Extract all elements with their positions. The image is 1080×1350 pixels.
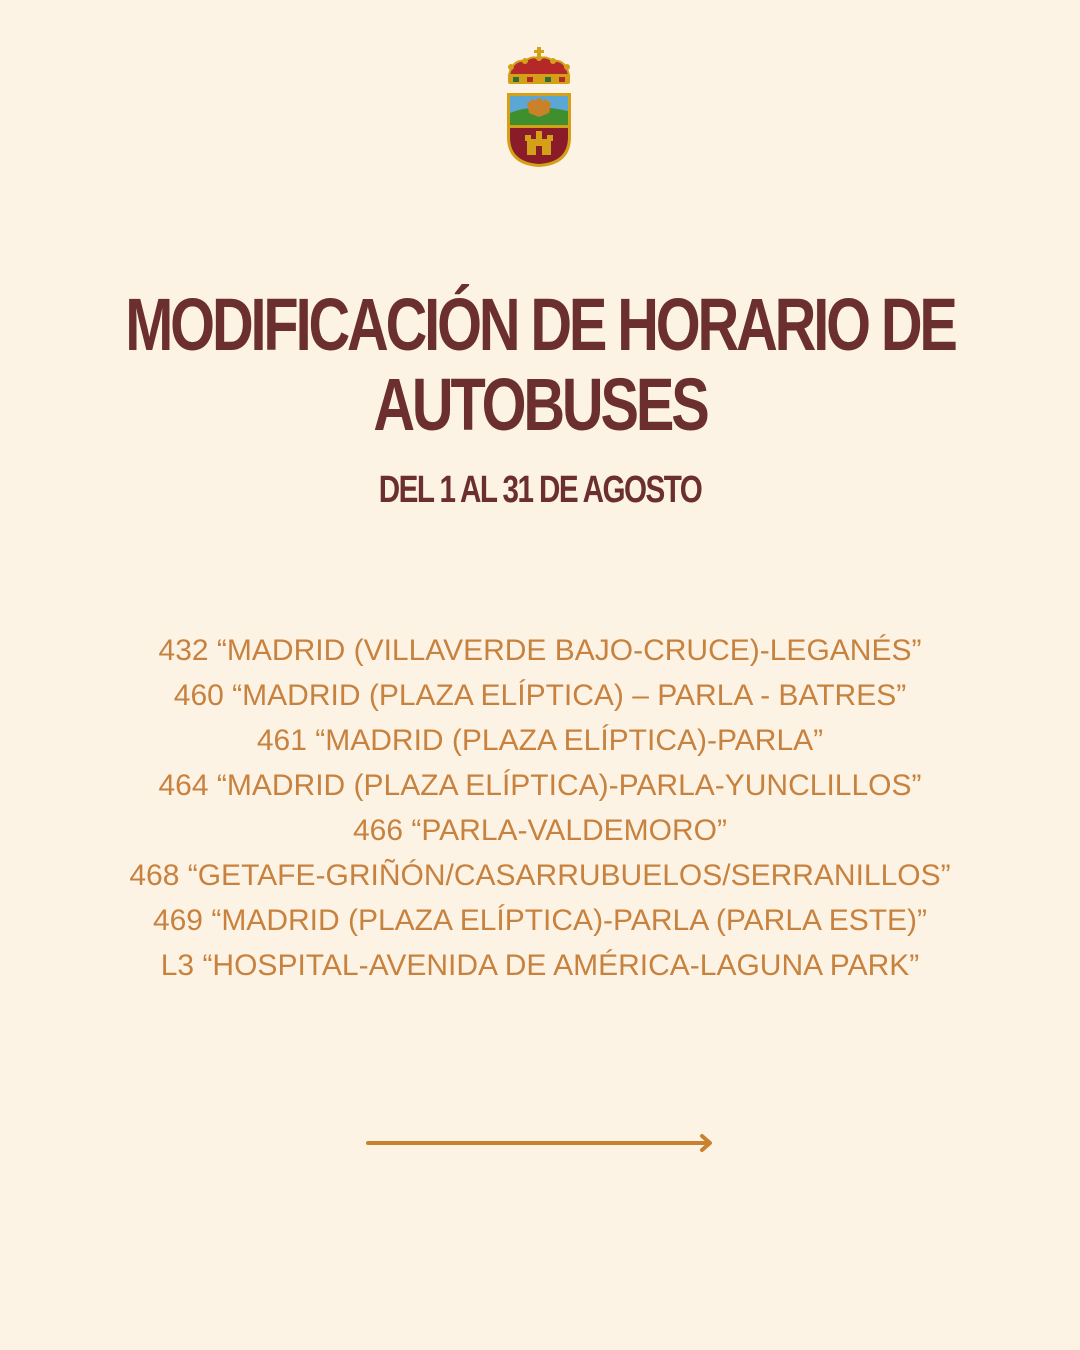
title-line-1: MODIFICACIÓN DE HORARIO DE (125, 283, 955, 366)
route-item: 432 “MADRID (VILLAVERDE BAJO-CRUCE)-LEGANÉS” (158, 634, 922, 667)
arrow-right-icon[interactable] (366, 1131, 716, 1155)
route-item: 468 “GETAFE-GRIÑÓN/CASARRUBUELOS/SERRANILLOS” (129, 859, 951, 892)
route-item: 461 “MADRID (PLAZA ELÍPTICA)-PARLA” (256, 724, 824, 757)
route-item: 466 “PARLA-VALDEMORO” (353, 814, 727, 847)
route-list (0, 628, 1080, 988)
page-title (119, 285, 961, 445)
title-line-2: AUTOBUSES (373, 363, 707, 446)
route-item: 460 “MADRID (PLAZA ELÍPTICA) – PARLA - BATRES” (173, 679, 907, 712)
route-item: 469 “MADRID (PLAZA ELÍPTICA)-PARLA (PARLA ESTE)” (152, 904, 928, 937)
route-item: L3 “HOSPITAL-AVENIDA DE AMÉRICA-LAGUNA PARK” (160, 949, 920, 982)
date-range-subtitle: DEL 1 AL 31 DE AGOSTO (378, 469, 702, 511)
route-item: 464 “MADRID (PLAZA ELÍPTICA)-PARLA-YUNCLILLOS” (158, 769, 922, 802)
coat-of-arms-icon (503, 45, 575, 170)
